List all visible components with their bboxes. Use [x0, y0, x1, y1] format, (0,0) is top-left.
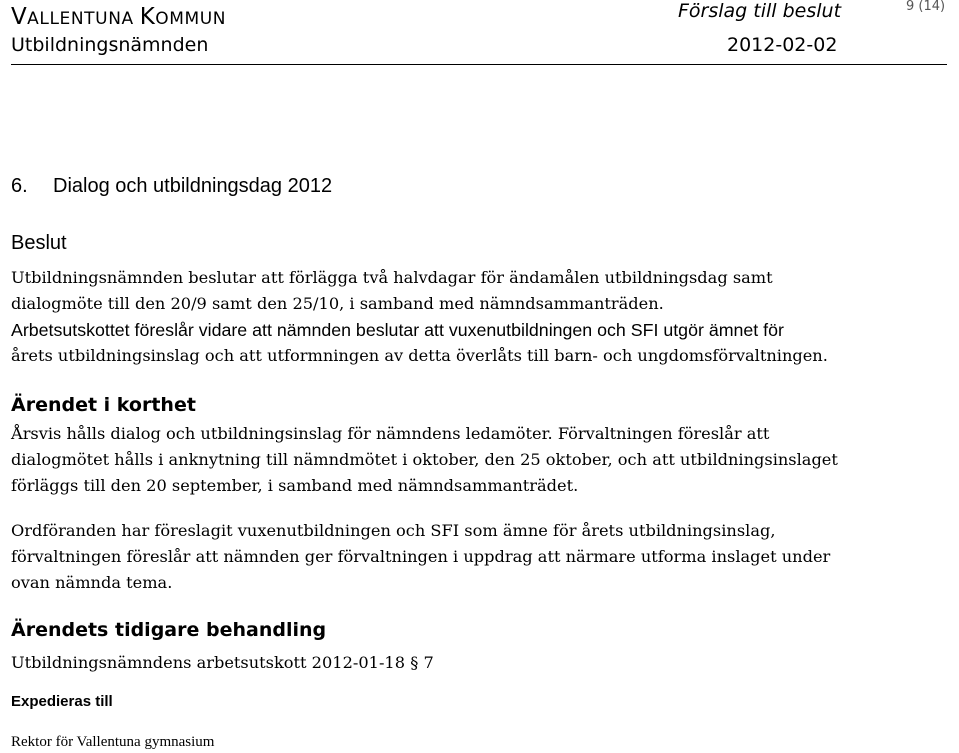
- summary-p1-line-1: Årsvis hålls dialog och utbildningsinslag för nämndens ledamöter. Förvaltningen föreslår att: [11, 424, 770, 443]
- history-entry-text: Utbildningsnämndens arbetsutskott 2012-01-18: [11, 653, 406, 672]
- decision-heading: Beslut: [11, 232, 67, 254]
- document-date: 2012-02-02: [727, 34, 838, 56]
- item-heading: [11, 175, 332, 198]
- org-initial-k: K: [139, 4, 156, 30]
- summary-p2-line-1: Ordföranden har föreslagit vuxenutbildningen och SFI som ämne för årets utbildningsinslag,: [11, 521, 776, 540]
- dispatch-recipient: Rektor för Vallentuna gymnasium: [11, 734, 215, 750]
- proposal-line-1: Arbetsutskottet föreslår vidare att nämnden beslutar att vuxenutbildningen och SFI utgör ämnet för: [11, 320, 784, 340]
- page-number: 9 (14): [906, 0, 946, 14]
- org-initial-v: V: [11, 4, 28, 30]
- summary-p2-line-2: förvaltningen föreslår att nämnden ger förvaltningen i uppdrag att närmare utforma inslaget under: [11, 547, 831, 566]
- summary-paragraph-2: [11, 518, 830, 596]
- summary-p2-line-3: ovan nämnda tema.: [11, 573, 173, 592]
- summary-p1-line-2: dialogmötet hålls i anknytning till nämndmötet i oktober, den 25 oktober, och att utbildningsinslaget: [11, 450, 838, 469]
- item-number: 6.: [11, 175, 28, 197]
- history-entry: [11, 650, 434, 676]
- proposal-line-2: årets utbildningsinslag och att utformningen av detta överlåts till barn- och ungdomsförvaltningen.: [11, 346, 828, 365]
- decision-text: [11, 265, 773, 317]
- decision-proposal: [11, 317, 828, 369]
- summary-p1-line-3: förläggs till den 20 september, i samband med nämndsammanträdet.: [11, 476, 579, 495]
- item-title: Dialog och utbildningsdag 2012: [53, 175, 333, 197]
- org-rest-vallentuna: ALLENTUNA: [27, 9, 140, 29]
- document-type: Förslag till beslut: [678, 0, 842, 22]
- history-heading: Ärendets tidigare behandling: [11, 619, 327, 641]
- decision-line-1: Utbildningsnämnden beslutar att förlägga två halvdagar för ändamålen utbildningsdag samt: [11, 268, 773, 287]
- paragraph-sign: §: [410, 653, 419, 672]
- header-divider: [11, 64, 947, 65]
- committee-name: Utbildningsnämnden: [11, 34, 209, 56]
- decision-line-2: dialogmöte till den 20/9 samt den 25/10, i samband med nämndsammanträden.: [11, 294, 664, 313]
- summary-paragraph-1: [11, 421, 838, 499]
- dispatch-heading: Expedieras till: [11, 693, 113, 710]
- org-rest-kommun: OMMUN: [155, 9, 227, 29]
- summary-heading: Ärendet i korthet: [11, 394, 196, 416]
- paragraph-number: 7: [423, 653, 434, 672]
- organization-name: [11, 4, 226, 30]
